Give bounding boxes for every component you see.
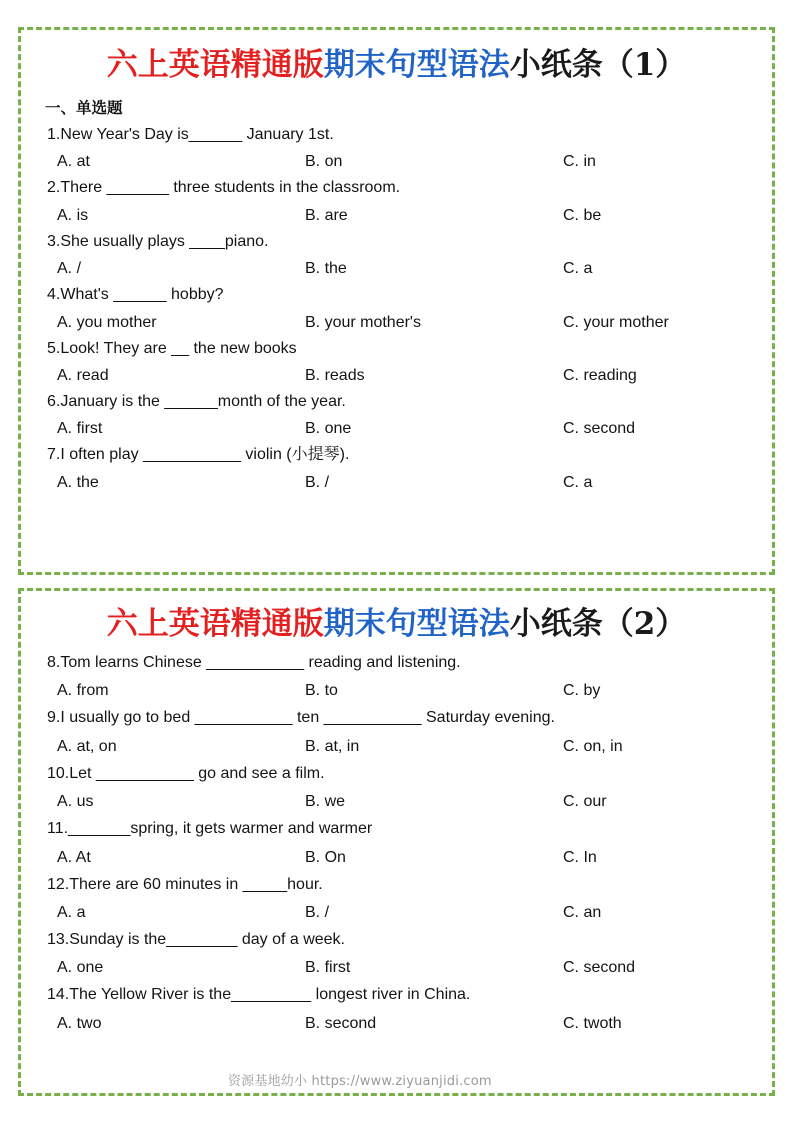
question-text: 1.New Year's Day is______ January 1st. [47, 126, 334, 144]
option-b[interactable]: B. your mother's [305, 313, 421, 331]
question-text: 5.Look! They are __ the new books [47, 339, 297, 357]
question-block [47, 282, 772, 335]
question-block [47, 442, 772, 495]
question-block [47, 926, 772, 981]
option-b[interactable]: B. first [305, 959, 351, 977]
option-a[interactable]: A. read [57, 367, 109, 385]
question-text: 3.She usually plays ____piano. [47, 232, 269, 250]
question-block [47, 122, 772, 175]
worksheet-card-1 [18, 27, 775, 575]
sheet-2-title [21, 607, 772, 641]
sheet-1-title-black: 小纸条（1） [509, 47, 687, 83]
question-text: 13.Sunday is the________ day of a week. [47, 931, 345, 949]
option-row [47, 844, 772, 871]
question-text: 14.The Yellow River is the_________ longest river in China. [47, 986, 471, 1004]
option-a[interactable]: A. two [57, 1014, 102, 1032]
question-text: 7.I often play ___________ violin (小提琴). [47, 446, 350, 464]
option-c[interactable]: C. your mother [563, 313, 669, 331]
option-a[interactable]: A. / [57, 260, 82, 278]
option-row [47, 1010, 772, 1037]
option-c[interactable]: C. be [563, 206, 602, 224]
option-a[interactable]: A. us [57, 793, 94, 811]
option-b[interactable]: B. / [305, 904, 330, 922]
option-c[interactable]: C. on, in [563, 737, 623, 755]
option-c[interactable]: C. reading [563, 367, 637, 385]
option-a[interactable]: A. from [57, 682, 109, 700]
option-row [47, 469, 772, 496]
question-list-2 [47, 641, 772, 1037]
sheet-1-title-red: 六上英语精通版 [106, 47, 324, 83]
option-c[interactable]: C. by [563, 682, 601, 700]
option-c[interactable]: C. our [563, 793, 607, 811]
section-heading-1: 一、单选题 [45, 99, 123, 118]
question-block [47, 704, 772, 759]
option-row [47, 415, 772, 442]
option-row [47, 148, 772, 175]
question-text: 4.What's ______ hobby? [47, 286, 224, 304]
sheet-2-title-blue: 期末句型语法 [323, 606, 510, 642]
option-b[interactable]: B. / [305, 473, 330, 491]
question-block [47, 175, 772, 228]
option-row [47, 899, 772, 926]
option-row [47, 362, 772, 389]
question-block [47, 981, 772, 1036]
question-text: 9.I usually go to bed ___________ ten ___________ Saturday evening. [47, 709, 555, 727]
option-a[interactable]: A. At [57, 848, 91, 866]
option-c[interactable]: C. in [563, 153, 596, 171]
option-b[interactable]: B. On [305, 848, 346, 866]
option-row [47, 309, 772, 336]
option-c[interactable]: C. a [563, 473, 593, 491]
option-b[interactable]: B. second [305, 1014, 377, 1032]
sheet-2-title-black: 小纸条（2） [509, 606, 687, 642]
question-block [47, 229, 772, 282]
question-text: 12.There are 60 minutes in _____hour. [47, 875, 323, 893]
option-a[interactable]: A. you mother [57, 313, 157, 331]
option-b[interactable]: B. at, in [305, 737, 360, 755]
question-text: 10.Let ___________ go and see a film. [47, 764, 325, 782]
question-block [47, 336, 772, 389]
question-block [47, 760, 772, 815]
question-block [47, 871, 772, 926]
option-b[interactable]: B. on [305, 153, 343, 171]
option-a[interactable]: A. first [57, 420, 103, 438]
worksheet-card-2 [18, 588, 775, 1096]
sheet-1-title [21, 48, 772, 82]
question-list-1 [47, 122, 772, 496]
option-a[interactable]: A. is [57, 206, 89, 224]
option-b[interactable]: B. to [305, 682, 338, 700]
sheet-2-title-red: 六上英语精通版 [106, 606, 324, 642]
option-c[interactable]: C. twoth [563, 1014, 622, 1032]
question-text: 6.January is the ______month of the year. [47, 393, 346, 411]
option-row [47, 954, 772, 981]
option-row [47, 202, 772, 229]
question-text: 8.Tom learns Chinese ___________ reading and listening. [47, 654, 461, 672]
option-b[interactable]: B. are [305, 206, 348, 224]
option-a[interactable]: A. at, on [57, 737, 117, 755]
option-b[interactable]: B. we [305, 793, 346, 811]
option-c[interactable]: C. an [563, 904, 602, 922]
site-watermark: 资源基地幼小 https://www.ziyuanjidi.com [228, 1074, 492, 1089]
question-block [47, 389, 772, 442]
option-c[interactable]: C. second [563, 420, 636, 438]
option-row [47, 677, 772, 704]
option-c[interactable]: C. a [563, 260, 593, 278]
option-b[interactable]: B. the [305, 260, 347, 278]
option-a[interactable]: A. at [57, 153, 90, 171]
option-b[interactable]: B. reads [305, 367, 365, 385]
question-block [47, 815, 772, 870]
option-c[interactable]: C. second [563, 959, 636, 977]
sheet-1-title-blue: 期末句型语法 [323, 47, 510, 83]
option-a[interactable]: A. a [57, 904, 86, 922]
question-text: 11._______spring, it gets warmer and warmer [47, 820, 373, 838]
option-c[interactable]: C. In [563, 848, 597, 866]
option-a[interactable]: A. one [57, 959, 104, 977]
question-text: 2.There _______ three students in the classroom. [47, 179, 401, 197]
option-a[interactable]: A. the [57, 473, 99, 491]
option-b[interactable]: B. one [305, 420, 352, 438]
option-row [47, 733, 772, 760]
option-row [47, 788, 772, 815]
question-block [47, 649, 772, 704]
option-row [47, 255, 772, 282]
